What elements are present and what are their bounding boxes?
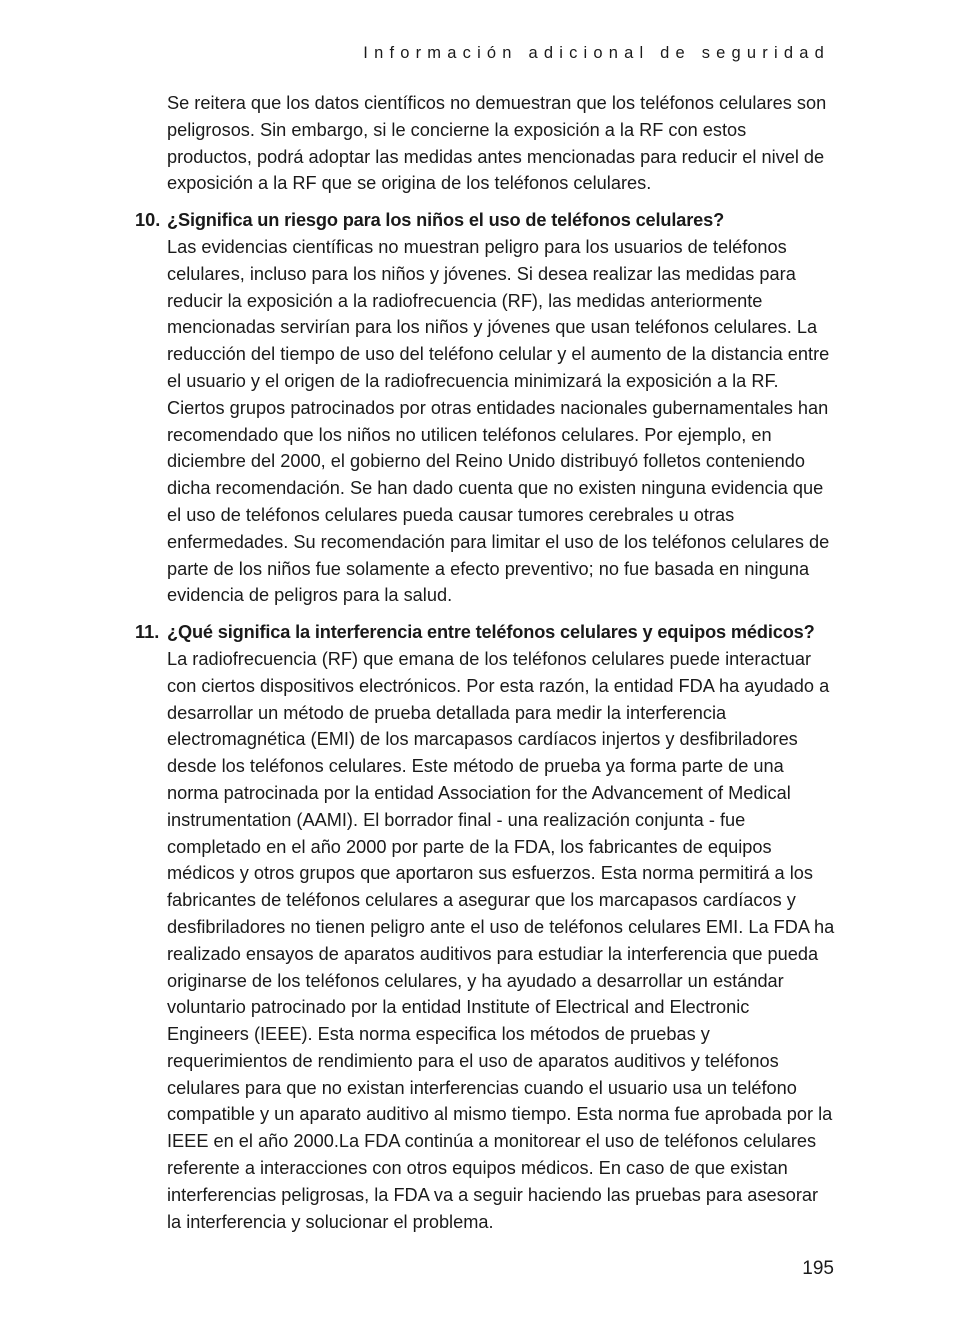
intro-paragraph: Se reitera que los datos científicos no demuestran que los teléfonos celulares son peligrosos. Sin embargo, si le concierne la exposición a la RF con estos productos, podrá adoptar las medidas antes mencionadas para reducir el nivel de exposición a la RF que se origina de los teléfonos celulares. bbox=[167, 93, 827, 194]
item-question: ¿Significa un riesgo para los niños el uso de teléfonos celulares? bbox=[167, 210, 725, 231]
faq-item-11 bbox=[135, 619, 835, 1235]
page-body bbox=[135, 90, 835, 1235]
item-question: ¿Qué significa la interferencia entre teléfonos celulares y equipos médicos? bbox=[167, 622, 815, 643]
page-number: 195 bbox=[802, 1258, 834, 1279]
item-answer: Las evidencias científicas no muestran peligro para los usuarios de teléfonos celulares, incluso para los niños y jóvenes. Si desea realizar las medidas para reducir la exposición a la radiofrecuencia (RF), las medidas anteriormente mencionadas servirían para los niños y jóvenes que usan teléfonos celulares. La reducción del tiempo de uso del teléfono celular y el aumento de la distancia entre el usuario y el origen de la radiofrecuencia minimizará la exposición a la RF. Ciertos grupos patrocinados por otras entidades nacionales gubernamentales han recomendado que los niños no utilicen teléfonos celulares. Por ejemplo, en diciembre del 2000, el gobierno del Reino Unido distribuyó folletos conteniendo dicha recomendación. Se han dado cuenta que no existen ninguna evidencia que el uso de teléfonos celulares pueda causar tumores cerebrales u otras enfermedades. Su recomendación para limitar el uso de los teléfonos celulares de parte de los niños fue solamente a efecto preventivo; no fue basada en ninguna evidencia de peligros para la salud. bbox=[167, 236, 830, 606]
item-number: 11. bbox=[135, 622, 160, 643]
running-header: Información adicional de seguridad bbox=[363, 44, 830, 62]
faq-item-10 bbox=[135, 207, 835, 609]
item-number: 10. bbox=[135, 210, 161, 231]
item-answer: La radiofrecuencia (RF) que emana de los teléfonos celulares puede interactuar con ciertos dispositivos electrónicos. Por esta razón, la entidad FDA ha ayudado a desarrollar un método de prueba detallada para medir la interferencia electromagnética (EMI) de los marcapasos cardíacos injertos y desfibriladores desde los teléfonos celulares. Este método de prueba ya forma parte de una norma patrocinada por la entidad Association for the Advancement of Medical instrumentation (AAMI). El borrador final - una realización conjunta - fue completado en el año 2000 por parte de la FDA, los fabricantes de equipos médicos y otros grupos que aportaron sus esfuerzos. Esta norma permitirá a los fabricantes de teléfonos celulares a asegurar que los marcapasos cardíacos y desfibriladores no tienen peligro ante el uso de teléfonos celulares EMI. La FDA ha realizado ensayos de aparatos auditivos para estudiar la interferencia que pueda originarse de los teléfonos celulares, y ha ayudado a desarrollar un estándar voluntario patrocinado por la entidad Institute of Electrical and Electronic Engineers (IEEE). Esta norma especifica los métodos de pruebas y requerimientos de rendimiento para el uso de aparatos auditivos y teléfonos celulares para que no existan interferencias cuando el usuario usa un teléfono compatible y un aparato auditivo al mismo tiempo. Esta norma fue aprobada por la IEEE en el año 2000.La FDA continúa a monitorear el uso de teléfonos celulares referente a interacciones con otros equipos médicos. En caso de que existan interferencias peligrosas, la FDA va a seguir haciendo las pruebas para asesorar la interferencia y solucionar el problema. bbox=[167, 648, 835, 1232]
